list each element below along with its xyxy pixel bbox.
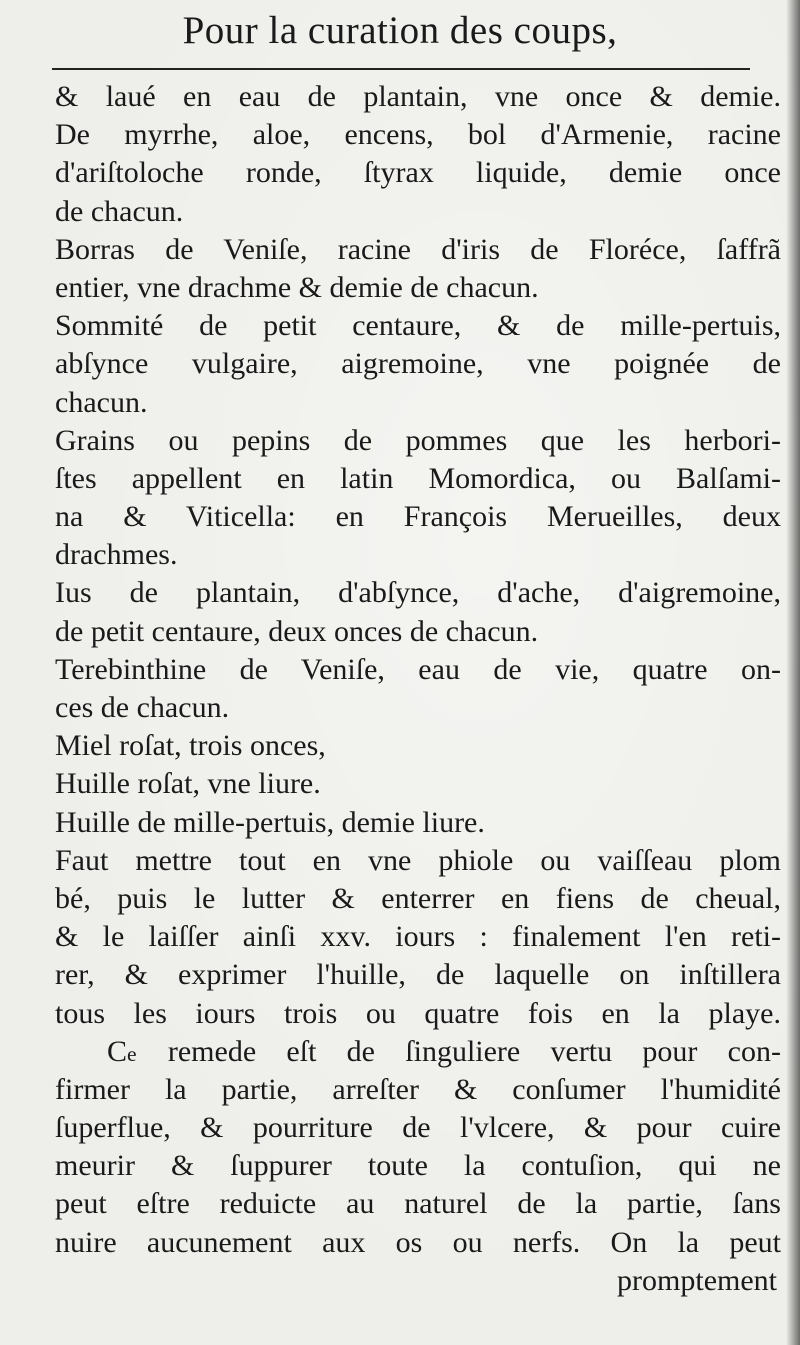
text-line: de chacun.: [55, 194, 184, 228]
paragraph-first-line: [55, 1033, 781, 1071]
text-line: Ius de plantain, d'abſynce, d'ache, d'aigremoine,: [55, 576, 781, 610]
text-line: nuire aucunement aux os ou nerfs. On la peut: [55, 1225, 781, 1259]
text-line: drachmes.: [55, 538, 178, 572]
text-line: Sommité de petit centaure, & de mille-pertuis,: [55, 309, 781, 343]
text-line: & laué en eau de plantain, vne once & demie.: [55, 80, 781, 113]
text-line: De myrrhe, aloe, encens, bol d'Armenie, racine: [55, 118, 781, 152]
paragraph-initial: C: [107, 1034, 128, 1068]
recipe-text: [55, 78, 781, 1300]
text-line: Terebinthine de Veniſe, eau de vie, quatre on-: [55, 652, 781, 686]
text-line: firmer la partie, arreſter & conſumer l'humidité: [55, 1072, 781, 1106]
text-line: entier, vne drachme & demie de chacun.: [55, 270, 539, 304]
text-line: tous les iours trois ou quatre fois en la playe.: [55, 996, 781, 1030]
text-line: ſtes appellent en latin Momordica, ou Balſami-: [55, 461, 781, 495]
text-line: ces de chacun.: [55, 691, 230, 724]
text-line: Miel roſat, trois onces,: [55, 729, 326, 763]
text-line: na & Viticella: en François Merueilles, deux: [55, 500, 781, 534]
text-line: bé, puis le lutter & enterrer en fiens de cheual,: [55, 881, 781, 915]
header-rule: [52, 68, 750, 70]
text-line: Faut mettre tout en vne phiole ou vaiſſeau plom: [55, 843, 781, 877]
text-line: ſuperflue, & pourriture de l'vlcere, & pour cuire: [55, 1111, 781, 1145]
paragraph-first-rest: remede eſt de ſinguliere vertu pour con-: [137, 1034, 781, 1068]
text-line: rer, & exprimer l'huille, de laquelle on inſtillera: [55, 958, 781, 992]
text-line: chacun.: [55, 385, 148, 419]
paragraph-smallcap: e: [127, 1041, 138, 1066]
text-line: Borras de Veniſe, racine d'iris de Floréce, ſaffrã: [55, 232, 781, 266]
running-head: Pour la curation des coups,: [182, 9, 618, 52]
text-line: Huille roſat, vne liure.: [55, 767, 321, 801]
catchword: promptement: [617, 1263, 777, 1297]
text-line: Grains ou pepins de pommes que les herbori-: [55, 423, 781, 457]
text-line: peut eſtre reduicte au naturel de la partie, ſans: [55, 1187, 781, 1221]
text-line: abſynce vulgaire, aigremoine, vne poignée de: [55, 347, 781, 381]
text-line: d'ariſtoloche ronde, ſtyrax liquide, demie once: [55, 156, 781, 190]
text-line: Huille de mille-pertuis, demie liure.: [55, 805, 485, 839]
text-line: de petit centaure, deux onces de chacun.: [55, 614, 539, 648]
text-line: meurir & ſuppurer toute la contuſion, qui ne: [55, 1149, 781, 1183]
text-line: & le laiſſer ainſi xxv. iours : finalement l'en reti-: [55, 920, 781, 954]
